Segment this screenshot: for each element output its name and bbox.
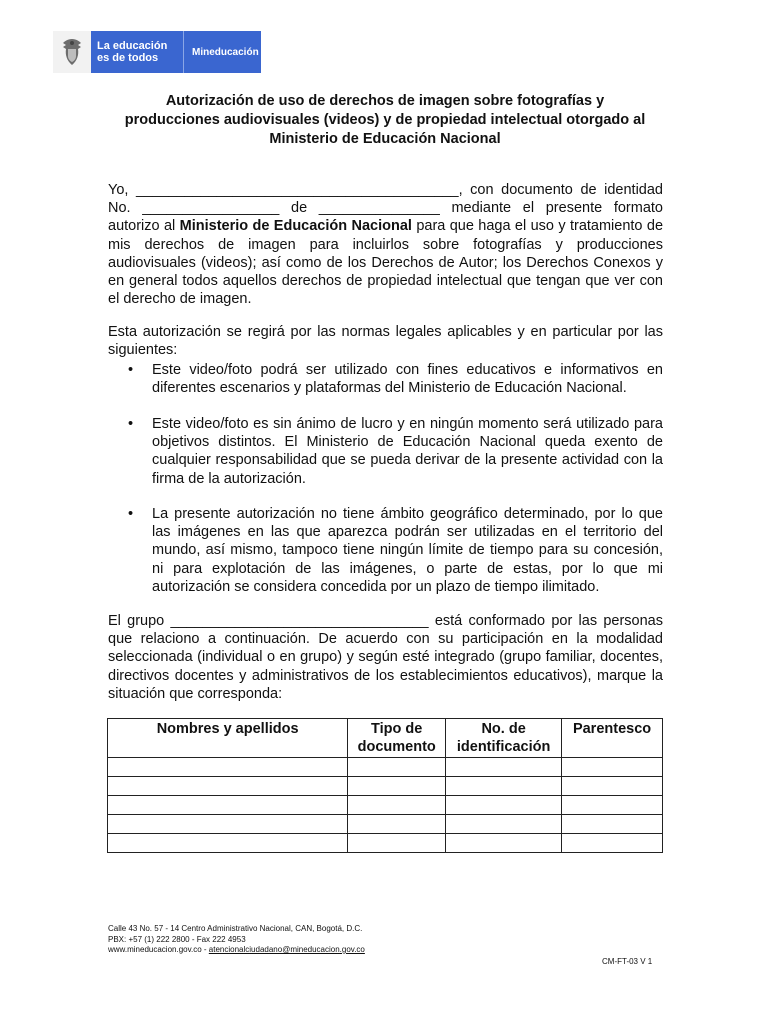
- bullet-list-1: [108, 361, 663, 397]
- table-cell[interactable]: [108, 796, 348, 815]
- table-cell[interactable]: [108, 777, 348, 796]
- table-cell[interactable]: [348, 758, 446, 777]
- table-cell[interactable]: [562, 777, 663, 796]
- bullet-item-1: [108, 361, 663, 397]
- logo-line-1: La educación: [97, 40, 168, 52]
- bullet-dot: •: [128, 416, 134, 432]
- table-cell[interactable]: [446, 834, 562, 853]
- table-cell[interactable]: [562, 796, 663, 815]
- website-link[interactable]: www.mineducacion.gov.co -: [108, 945, 209, 954]
- paragraph1-intro: Yo, ________________________________________, con documento de identidad No. _________________ de _______________ mediante el presente formato autorizo al: [108, 182, 663, 235]
- bullet-dot: •: [128, 506, 134, 522]
- table-cell[interactable]: [446, 815, 562, 834]
- document-title: [95, 92, 675, 149]
- form-code: CM-FT-03 V 1: [602, 957, 653, 966]
- logo-ministry: Mineducación: [192, 46, 259, 58]
- email-link[interactable]: atencionalciudadano@mineducacion.gov.co: [208, 945, 365, 954]
- bullet-text-3: La presente autorización no tiene ámbito geográfico determinado, por lo que las imágenes en las que aparezca podrán ser utilizadas en el territorio del mundo, así mismo, tampoco tiene ningún límite de tiempo para su concesión, ni para explotación de las imágenes, o parte de estas, por lo que mi autorización se considera concedida por un plazo de tiempo ilimitado.: [152, 506, 663, 595]
- table-cell[interactable]: [446, 758, 562, 777]
- footer-web: [108, 945, 508, 956]
- table-cell[interactable]: [108, 834, 348, 853]
- header-names: Nombres y apellidos: [108, 719, 348, 758]
- coat-of-arms-icon: [53, 31, 91, 73]
- table-row: [108, 834, 663, 853]
- table-cell[interactable]: [108, 815, 348, 834]
- table-cell[interactable]: [562, 834, 663, 853]
- footer-phone: PBX: +57 (1) 222 2800 - Fax 222 4953: [108, 934, 246, 944]
- table-cell[interactable]: [562, 758, 663, 777]
- header-id-number: No. de identificación: [446, 719, 562, 758]
- ministry-name-bold: Ministerio de Educación Nacional: [179, 218, 412, 235]
- table-cell[interactable]: [348, 815, 446, 834]
- authorization-paragraph: [108, 181, 663, 308]
- footer-address: Calle 43 No. 57 - 14 Centro Administrativo Nacional, CAN, Bogotá, D.C.: [108, 924, 363, 933]
- bullet-dot: •: [128, 362, 134, 378]
- table-cell[interactable]: [348, 834, 446, 853]
- title-line-3: Ministerio de Educación Nacional: [269, 131, 501, 147]
- table-cell[interactable]: [446, 796, 562, 815]
- bullet-text-2: Este video/foto es sin ánimo de lucro y en ningún momento será utilizado para objetivos distintos. El Ministerio de Educación Nacional queda exento de cualquier responsabilidad que se pueda derivar de la presente actividad con la firma de la autorización.: [152, 416, 663, 487]
- bullet-item-3: [108, 505, 663, 596]
- table-row: [108, 796, 663, 815]
- bullet-list-2: [108, 415, 663, 488]
- footer-contact: [108, 924, 508, 956]
- table-row: [108, 758, 663, 777]
- title-line-1: Autorización de uso de derechos de imagen sobre fotografías y: [165, 93, 605, 109]
- bullet-text-1: Este video/foto podrá ser utilizado con fines educativos e informativos en diferentes escenarios y plataformas del Ministerio de Educación Nacional.: [152, 362, 663, 397]
- bullet-list-3: [108, 505, 663, 596]
- table-row: [108, 815, 663, 834]
- logo-slogan: [91, 31, 184, 73]
- header-logo: [53, 31, 261, 73]
- table-cell[interactable]: [562, 815, 663, 834]
- table-row: [108, 777, 663, 796]
- participants-table: [107, 718, 663, 853]
- group-paragraph: El grupo ________________________________ está conformado por las personas que relaciono a continuación. De acuerdo con su participación en la modalidad seleccionada (individual o en grupo) y según esté integrado (grupo familiar, docentes, directivos docentes y administrativos de los establecimientos educativos), marque la situación que corresponda:: [108, 613, 663, 702]
- header-document-type: Tipo de documento: [348, 719, 446, 758]
- table-cell[interactable]: [348, 796, 446, 815]
- logo-line-2: es de todos: [97, 52, 159, 64]
- table-header-row: [108, 719, 663, 758]
- title-line-2: producciones audiovisuales (videos) y de propiedad intelectual otorgado al: [124, 112, 646, 128]
- table-cell[interactable]: [446, 777, 562, 796]
- paragraph1-rest: para que haga el uso y tratamiento de mis derechos de imagen para incluirlos sobre fotografías y producciones audiovisuales (videos); así como de los Derechos de Autor; los Derechos Conexos y en general todos aquellos derechos de propiedad intelectual que tengan que ver con el derecho de imagen.: [108, 218, 664, 308]
- header-relationship: Parentesco: [562, 719, 663, 758]
- regulations-paragraph: Esta autorización se regirá por las normas legales aplicables y en particular por las siguientes:: [108, 324, 663, 359]
- bullet-item-2: [108, 415, 663, 488]
- table-cell[interactable]: [108, 758, 348, 777]
- table-cell[interactable]: [348, 777, 446, 796]
